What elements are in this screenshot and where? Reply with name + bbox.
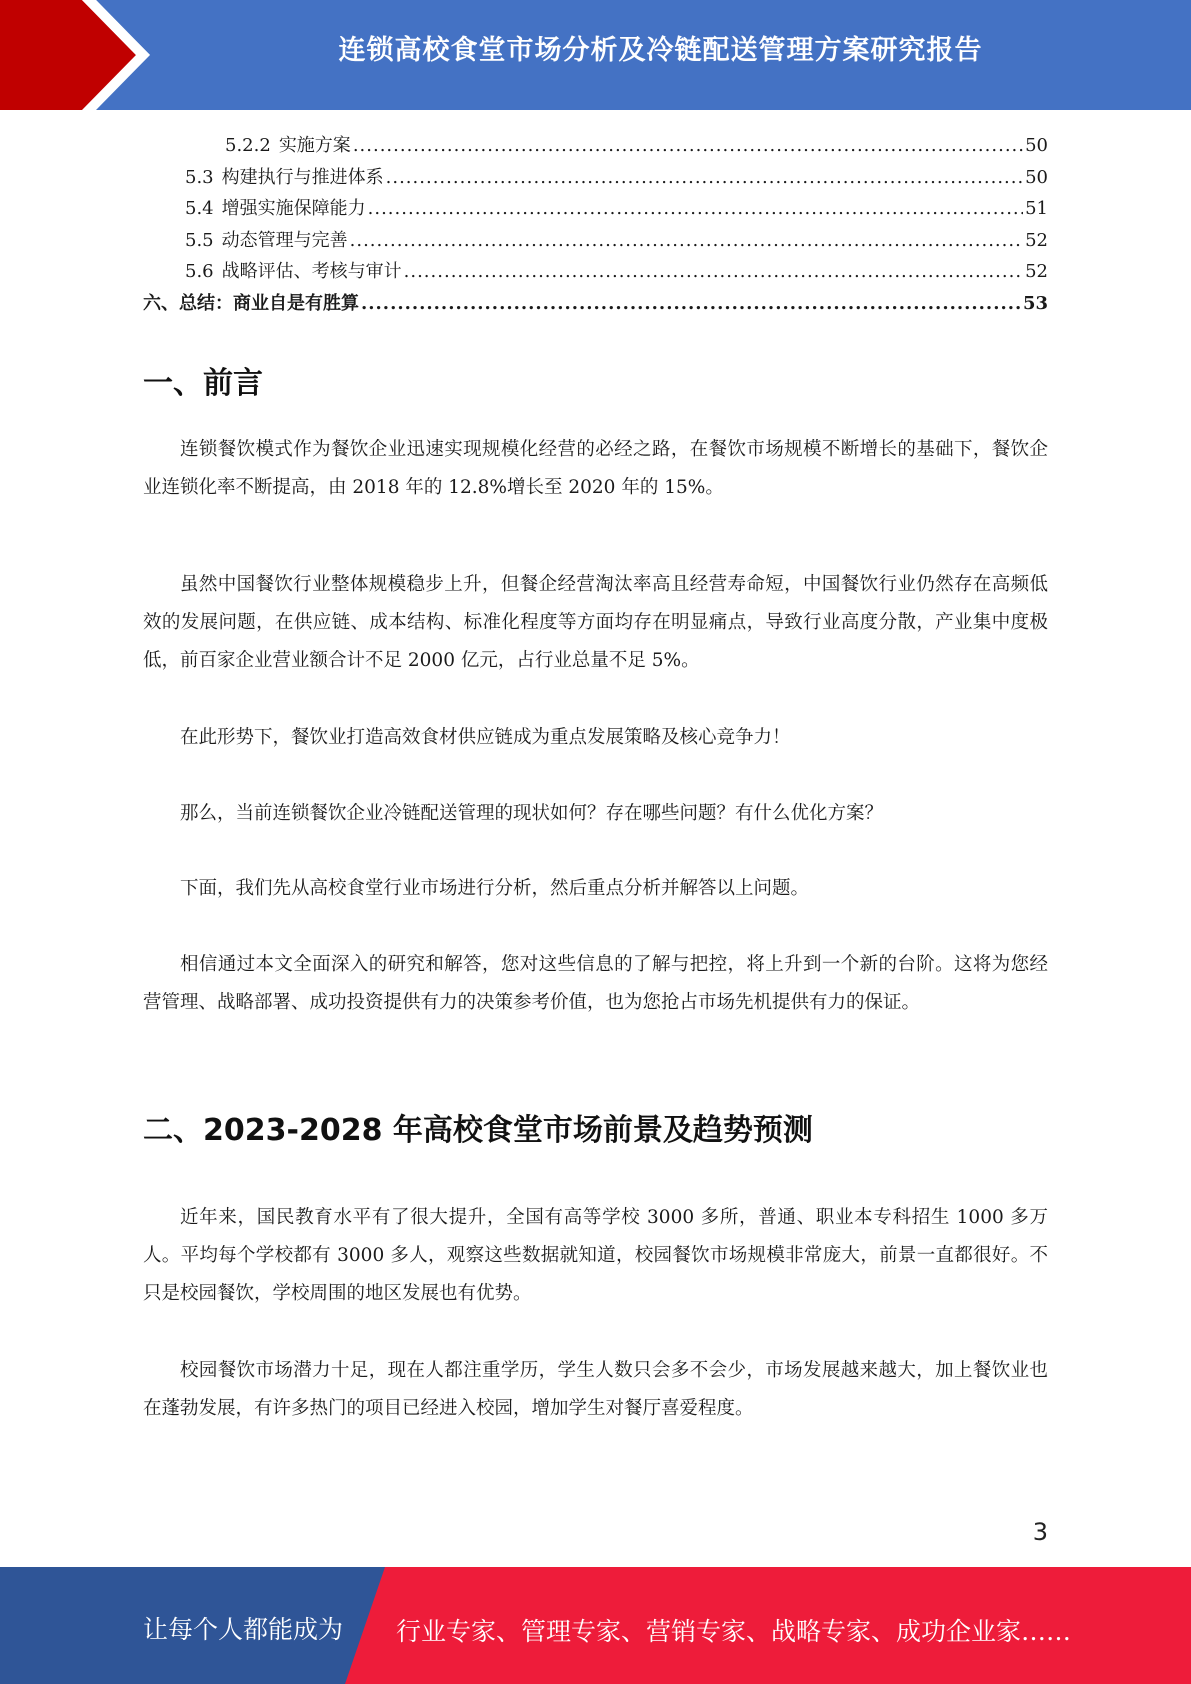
toc-dot-leader [353,130,1023,162]
toc-entry-page: 53 [1022,292,1048,314]
toc-entry[interactable] [143,130,1048,162]
toc-dot-leader [361,288,1021,320]
page-footer [0,1567,1191,1684]
toc-entry-page: 52 [1025,229,1048,251]
toc-entry-number: 5.4 [185,198,214,219]
toc-entry-number: 5.2.2 [225,135,271,156]
body-paragraph: 在此形势下，餐饮业打造高效食材供应链成为重点发展策略及核心竞争力！ [180,727,791,748]
toc-dot-leader [386,162,1023,194]
toc-entry-chapter[interactable] [143,288,1048,320]
footer-slogan-right: 行业专家、管理专家、营销专家、战略专家、成功企业家…… [396,1617,1072,1646]
toc-entry-label: 战略评估、考核与审计 [221,261,402,282]
table-of-contents [143,130,1048,319]
footer-slogan-left: 让每个人都能成为 [143,1615,344,1644]
toc-entry-label: 六、总结：商业自是有胜算 [143,292,359,314]
toc-entry-label: 实施方案 [278,135,351,156]
toc-entry-page: 52 [1025,261,1048,282]
toc-entry-number: 5.6 [185,261,214,282]
body-paragraph: 那么，当前连锁餐饮企业冷链配送管理的现状如何？存在哪些问题？有什么优化方案？ [180,803,884,824]
toc-entry-label: 增强实施保障能力 [221,198,366,219]
body-paragraph: 近年来，国民教育水平有了很大提升，全国有高等学校 3000 多所，普通、职业本专科招生 1000 多万人。平均每个学校都有 3000 多人，观察这些数据就知道，校园餐饮市场规模非常庞大，前景一直都很好。不只是校园餐饮，学校周围的地区发展也有优势。 [143,1207,1048,1304]
toc-entry-page: 51 [1025,198,1048,219]
toc-entry[interactable] [143,256,1048,288]
toc-dot-leader [350,225,1023,257]
body-paragraph: 下面，我们先从高校食堂行业市场进行分析，然后重点分析并解答以上问题。 [180,878,810,899]
body-paragraph: 连锁餐饮模式作为餐饮企业迅速实现规模化经营的必经之路，在餐饮市场规模不断增长的基础下，餐饮企业连锁化率不断提高，由 2018 年的 12.8%增长至 2020 年的 15%。 [143,439,1048,498]
toc-entry[interactable] [143,225,1048,257]
toc-entry[interactable] [143,193,1048,225]
body-paragraph: 虽然中国餐饮行业整体规模稳步上升，但餐企经营淘汰率高且经营寿命短，中国餐饮行业仍然存在高频低效的发展问题，在供应链、成本结构、标准化程度等方面均存在明显痛点，导致行业高度分散，产业集中度极低，前百家企业营业额合计不足 2000 亿元，占行业总量不足 5%。 [143,574,1048,671]
section-heading-market-outlook: 二、2023-2028 年高校食堂市场前景及趋势预测 [143,1113,813,1148]
page-header [0,0,1191,110]
toc-entry-number: 5.3 [185,166,214,188]
page-number: 3 [1032,1518,1048,1546]
toc-entry-page: 50 [1025,135,1048,156]
toc-dot-leader [404,256,1023,288]
toc-entry-label: 动态管理与完善 [221,229,348,251]
toc-entry-number: 5.5 [185,229,214,251]
body-paragraph: 相信通过本文全面深入的研究和解答，您对这些信息的了解与把控，将上升到一个新的台阶。这将为您经营管理、战略部署、成功投资提供有力的决策参考价值，也为您抢占市场先机提供有力的保证。 [143,954,1048,1013]
report-title: 连锁高校食堂市场分析及冷链配送管理方案研究报告 [338,35,983,66]
body-paragraph: 校园餐饮市场潜力十足，现在人都注重学历，学生人数只会多不会少，市场发展越来越大，加上餐饮业也在蓬勃发展，有许多热门的项目已经进入校园，增加学生对餐厅喜爱程度。 [143,1360,1048,1419]
toc-entry-label: 构建执行与推进体系 [221,166,384,188]
toc-entry-page: 50 [1025,166,1048,188]
section-heading-preface: 一、前言 [143,366,263,401]
toc-entry[interactable] [143,162,1048,194]
toc-dot-leader [368,193,1023,225]
